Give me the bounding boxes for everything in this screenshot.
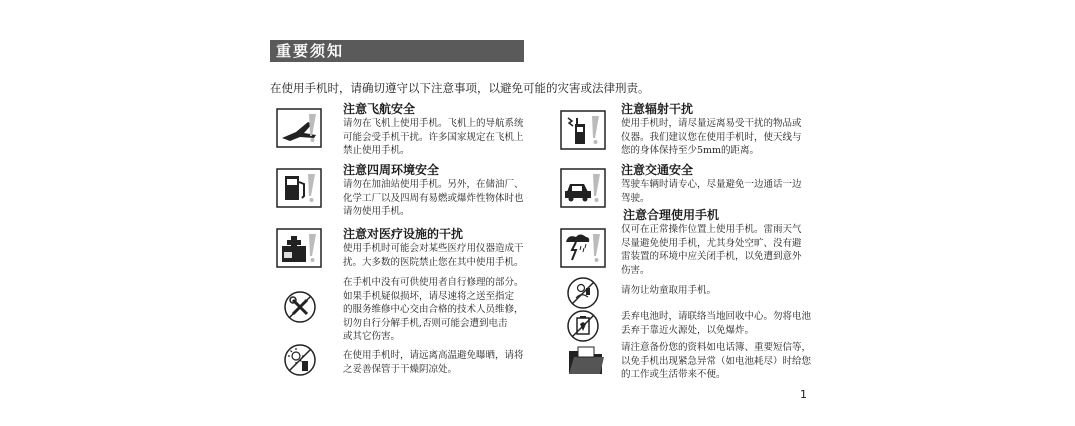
radiation-text: 使用手机时，请尽量远离易受干扰的物品或 仪器。我们建议您在使用手机时，使天线与 您的身体保持至少5mm的距离。: [621, 118, 802, 156]
intro-text: 在使用手机时，请确切遵守以下注意事项，以避免可能的灾害或法律刑责。: [270, 81, 650, 95]
car-icon: [560, 168, 606, 208]
airplane-icon: [276, 108, 322, 148]
battery-text: 丢弃电池时，请联络当地回收中心。勿将电池 丢弃于靠近火源处，以免爆炸。: [621, 311, 812, 336]
title-bar: [270, 40, 524, 62]
heat-text: 在使用手机时，请远离高温避免曝晒，请将 之妥善保管于干燥阴凉处。: [343, 350, 524, 375]
repair-text: 在手机中没有可供使用者自行修理的部分。 如果手机疑似损坏，请尽速将之送至指定 的服务维修中心交由合格的技术人员维修， 切勿自行分解手机,否则可能会遭到电击 或其它伤害。: [343, 277, 524, 342]
page-number: 1: [800, 388, 807, 401]
children-text: 请勿让幼童取用手机。: [621, 285, 717, 296]
battery-disposal-icon: [566, 309, 600, 343]
flight-heading: 注意飞航安全: [343, 102, 416, 116]
backup-text: 请注意备份您的资料如电话簿、重要短信等， 以免手机出现紧急异常（如电池耗尽）时给您 的工作或生活带来不便。: [621, 342, 812, 380]
page-title: 重要须知: [276, 42, 345, 60]
hospital-icon: [276, 228, 322, 268]
no-tools-icon: [283, 290, 317, 324]
no-children-icon: [566, 276, 600, 310]
reasonable-text: 仅可在正常操作位置上使用手机。雷雨天气 尽量避免使用手机，尤其身处空旷、没有避 雷装置的环境中应关闭手机，以免遭到意外 伤害。: [621, 224, 802, 276]
flight-text: 请勿在飞机上使用手机。飞机上的导航系统 可能会受手机干扰。许多国家规定在飞机上 禁止使用手机。: [343, 118, 524, 156]
folder-icon: [566, 343, 606, 377]
traffic-heading: 注意交通安全: [621, 163, 694, 177]
gas-pump-icon: [276, 168, 322, 208]
phone-radiation-icon: [560, 110, 606, 150]
medical-heading: 注意对医疗设施的干扰: [343, 227, 464, 241]
environment-heading: 注意四周环境安全: [343, 163, 440, 177]
environment-text: 请勿在加油站使用手机。另外，在储油厂、 化学工厂以及四周有易燃或爆炸性物体时也 请勿使用手机。: [343, 179, 524, 217]
radiation-heading: 注意辐射干扰: [621, 102, 694, 116]
medical-text: 使用手机时可能会对某些医疗用仪器造成干 扰。大多数的医院禁止您在其中使用手机。: [343, 243, 524, 268]
no-heat-icon: [283, 343, 317, 377]
lightning-icon: [560, 228, 606, 268]
traffic-text: 驾驶车辆时请专心，尽量避免一边通话一边 驾驶。: [621, 179, 802, 204]
reasonable-heading: 注意合理使用手机: [623, 208, 720, 222]
